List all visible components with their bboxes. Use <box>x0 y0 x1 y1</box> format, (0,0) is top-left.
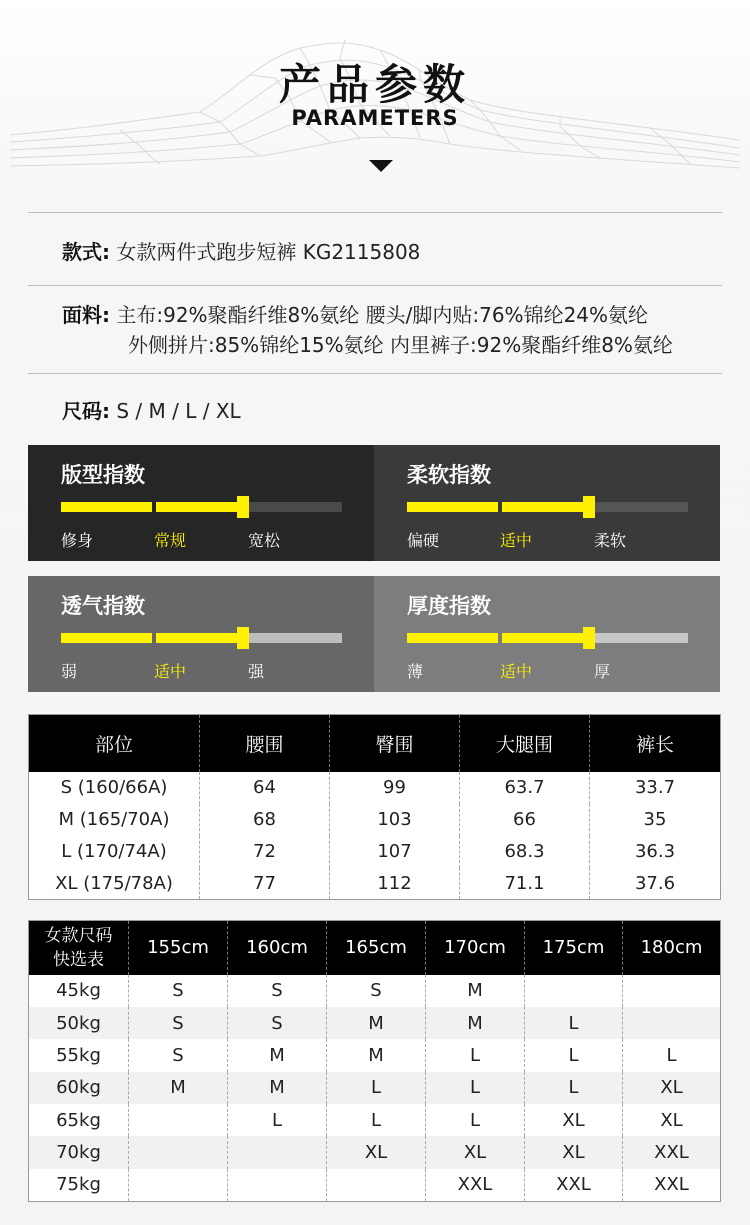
index-scale-label: 偏硬 <box>407 531 440 550</box>
index-bar-fill-segment <box>61 502 152 512</box>
index-bar-fill-segment <box>61 633 152 643</box>
table-row <box>29 804 721 836</box>
table-cell: 112 <box>330 868 460 900</box>
table-cell: 64 <box>200 772 330 804</box>
fabric-row-continued <box>128 330 673 360</box>
fabric-line-2: 外侧拼片:85%锦纶15%氨纶 内里裤子:92%聚酯纤维8%氨纶 <box>128 333 673 357</box>
height-column-header: 155cm <box>129 921 228 975</box>
quick-table-header <box>29 921 721 975</box>
size-cell: XL <box>525 1104 623 1136</box>
index-level-bar <box>61 502 342 512</box>
weight-cell: 55kg <box>29 1039 129 1071</box>
table-cell: 37.6 <box>590 868 721 900</box>
size-cell: XL <box>623 1072 721 1104</box>
index-panel <box>28 445 374 561</box>
size-cell: L <box>228 1104 327 1136</box>
index-bar-fill-segment <box>407 502 498 512</box>
size-cell: L <box>525 1072 623 1104</box>
table-row <box>29 772 721 804</box>
corner-line-2: 快选表 <box>53 949 104 970</box>
quick-size-select-table <box>28 920 721 1202</box>
size-cell: S <box>129 1007 228 1039</box>
table-cell: L (170/74A) <box>29 836 200 868</box>
size-cell: XL <box>426 1136 525 1168</box>
fabric-row <box>62 300 648 330</box>
index-panel-title: 柔软指数 <box>407 463 491 487</box>
size-cell <box>623 1007 721 1039</box>
size-cell <box>623 975 721 1007</box>
index-level-marker <box>583 496 595 518</box>
style-row <box>62 237 420 267</box>
weight-cell: 65kg <box>29 1104 129 1136</box>
index-bar-rest-segment <box>249 633 342 643</box>
index-scale-label: 薄 <box>407 662 424 681</box>
size-cell: XL <box>327 1136 426 1168</box>
index-scale-label: 适中 <box>500 662 533 681</box>
size-cell <box>129 1104 228 1136</box>
index-scale-label: 弱 <box>61 662 78 681</box>
fabric-label: 面料: <box>62 303 110 327</box>
table-row <box>29 1104 721 1136</box>
size-cell: L <box>525 1007 623 1039</box>
size-cell: S <box>129 975 228 1007</box>
page-title-english: PARAMETERS <box>291 106 459 130</box>
column-header: 腰围 <box>200 715 330 772</box>
table-cell: 72 <box>200 836 330 868</box>
table-cell: 99 <box>330 772 460 804</box>
height-column-header: 175cm <box>525 921 623 975</box>
size-cell: L <box>327 1104 426 1136</box>
table-cell: 63.7 <box>460 772 590 804</box>
index-panel <box>374 445 720 561</box>
weight-cell: 70kg <box>29 1136 129 1168</box>
size-cell: XXL <box>623 1136 721 1168</box>
index-scale-label: 修身 <box>61 531 94 550</box>
size-cell: L <box>525 1039 623 1071</box>
table-cell: 66 <box>460 804 590 836</box>
size-cell <box>228 1136 327 1168</box>
height-column-header: 165cm <box>327 921 426 975</box>
size-row <box>62 396 241 426</box>
table-cell: 71.1 <box>460 868 590 900</box>
height-column-header: 160cm <box>228 921 327 975</box>
index-scale-label: 适中 <box>154 662 187 681</box>
table-cell: 107 <box>330 836 460 868</box>
index-panel-title: 透气指数 <box>61 594 145 618</box>
index-scale-label: 强 <box>248 662 265 681</box>
size-cell <box>525 975 623 1007</box>
size-cell: M <box>327 1007 426 1039</box>
size-cell: XXL <box>525 1169 623 1201</box>
divider <box>28 212 722 213</box>
size-cell: S <box>129 1039 228 1071</box>
index-panel <box>28 576 374 692</box>
table-cell: 36.3 <box>590 836 721 868</box>
table-cell: 68 <box>200 804 330 836</box>
table-cell: 68.3 <box>460 836 590 868</box>
column-header: 裤长 <box>590 715 721 772</box>
table-row <box>29 1136 721 1168</box>
size-cell: M <box>426 1007 525 1039</box>
size-cell: M <box>228 1039 327 1071</box>
size-cell: M <box>327 1039 426 1071</box>
divider <box>28 285 722 286</box>
table-row <box>29 1072 721 1104</box>
size-cell: L <box>327 1072 426 1104</box>
size-cell: S <box>228 1007 327 1039</box>
size-cell: M <box>129 1072 228 1104</box>
table-row <box>29 1007 721 1039</box>
weight-cell: 50kg <box>29 1007 129 1039</box>
index-level-marker <box>583 627 595 649</box>
size-cell <box>327 1169 426 1201</box>
size-cell <box>129 1169 228 1201</box>
table-cell: S (160/66A) <box>29 772 200 804</box>
index-level-bar <box>61 633 342 643</box>
table-row <box>29 836 721 868</box>
index-bar-fill-segment <box>502 633 583 643</box>
size-measurement-table <box>28 714 721 900</box>
parameters-header <box>0 0 750 200</box>
table-row <box>29 975 721 1007</box>
size-label: 尺码: <box>62 399 110 423</box>
style-label: 款式: <box>62 240 110 264</box>
index-scale-label: 适中 <box>500 531 533 550</box>
quick-table-corner <box>29 921 129 975</box>
size-cell: M <box>426 975 525 1007</box>
table-cell: 33.7 <box>590 772 721 804</box>
index-panel <box>374 576 720 692</box>
index-scale-label: 宽松 <box>248 531 281 550</box>
weight-cell: 75kg <box>29 1169 129 1201</box>
size-cell: M <box>228 1072 327 1104</box>
index-bar-fill-segment <box>156 633 237 643</box>
index-scale-label: 常规 <box>154 531 187 550</box>
size-cell <box>129 1136 228 1168</box>
size-cell: S <box>327 975 426 1007</box>
height-column-header: 170cm <box>426 921 525 975</box>
column-header: 部位 <box>29 715 200 772</box>
index-bar-fill-segment <box>502 502 583 512</box>
table-cell: XL (175/78A) <box>29 868 200 900</box>
fabric-line-1: 主布:92%聚酯纤维8%氨纶 腰头/脚内贴:76%锦纶24%氨纶 <box>116 303 649 327</box>
size-table-header <box>29 715 721 772</box>
table-cell: 35 <box>590 804 721 836</box>
index-level-bar <box>407 633 688 643</box>
table-row <box>29 1039 721 1071</box>
index-panel-title: 厚度指数 <box>407 594 491 618</box>
size-cell: L <box>426 1104 525 1136</box>
table-cell: 103 <box>330 804 460 836</box>
index-scale-label: 柔软 <box>594 531 627 550</box>
table-row <box>29 1169 721 1201</box>
column-header: 大腿围 <box>460 715 590 772</box>
index-level-bar <box>407 502 688 512</box>
corner-line-1: 女款尺码 <box>44 925 113 946</box>
style-value: 女款两件式跑步短裤 KG2115808 <box>116 240 421 264</box>
page-title-chinese: 产品参数 <box>278 60 471 109</box>
index-panel-title: 版型指数 <box>61 463 145 487</box>
weight-cell: 45kg <box>29 975 129 1007</box>
weight-cell: 60kg <box>29 1072 129 1104</box>
table-row <box>29 868 721 900</box>
table-cell: 77 <box>200 868 330 900</box>
index-bar-rest-segment <box>249 502 342 512</box>
size-cell: XL <box>525 1136 623 1168</box>
size-cell: L <box>426 1039 525 1071</box>
index-level-marker <box>237 627 249 649</box>
size-value: S / M / L / XL <box>116 399 241 423</box>
divider <box>28 373 722 374</box>
size-cell: XXL <box>426 1169 525 1201</box>
size-cell: XXL <box>623 1169 721 1201</box>
triangle-down-icon <box>369 160 393 172</box>
index-bar-fill-segment <box>156 502 237 512</box>
size-cell <box>228 1169 327 1201</box>
index-level-marker <box>237 496 249 518</box>
size-cell: S <box>228 975 327 1007</box>
index-bar-rest-segment <box>595 502 688 512</box>
table-cell: M (165/70A) <box>29 804 200 836</box>
size-cell: L <box>426 1072 525 1104</box>
size-cell: XL <box>623 1104 721 1136</box>
size-cell: L <box>623 1039 721 1071</box>
column-header: 臀围 <box>330 715 460 772</box>
index-bar-fill-segment <box>407 633 498 643</box>
height-column-header: 180cm <box>623 921 721 975</box>
index-scale-label: 厚 <box>594 662 611 681</box>
index-bar-rest-segment <box>595 633 688 643</box>
